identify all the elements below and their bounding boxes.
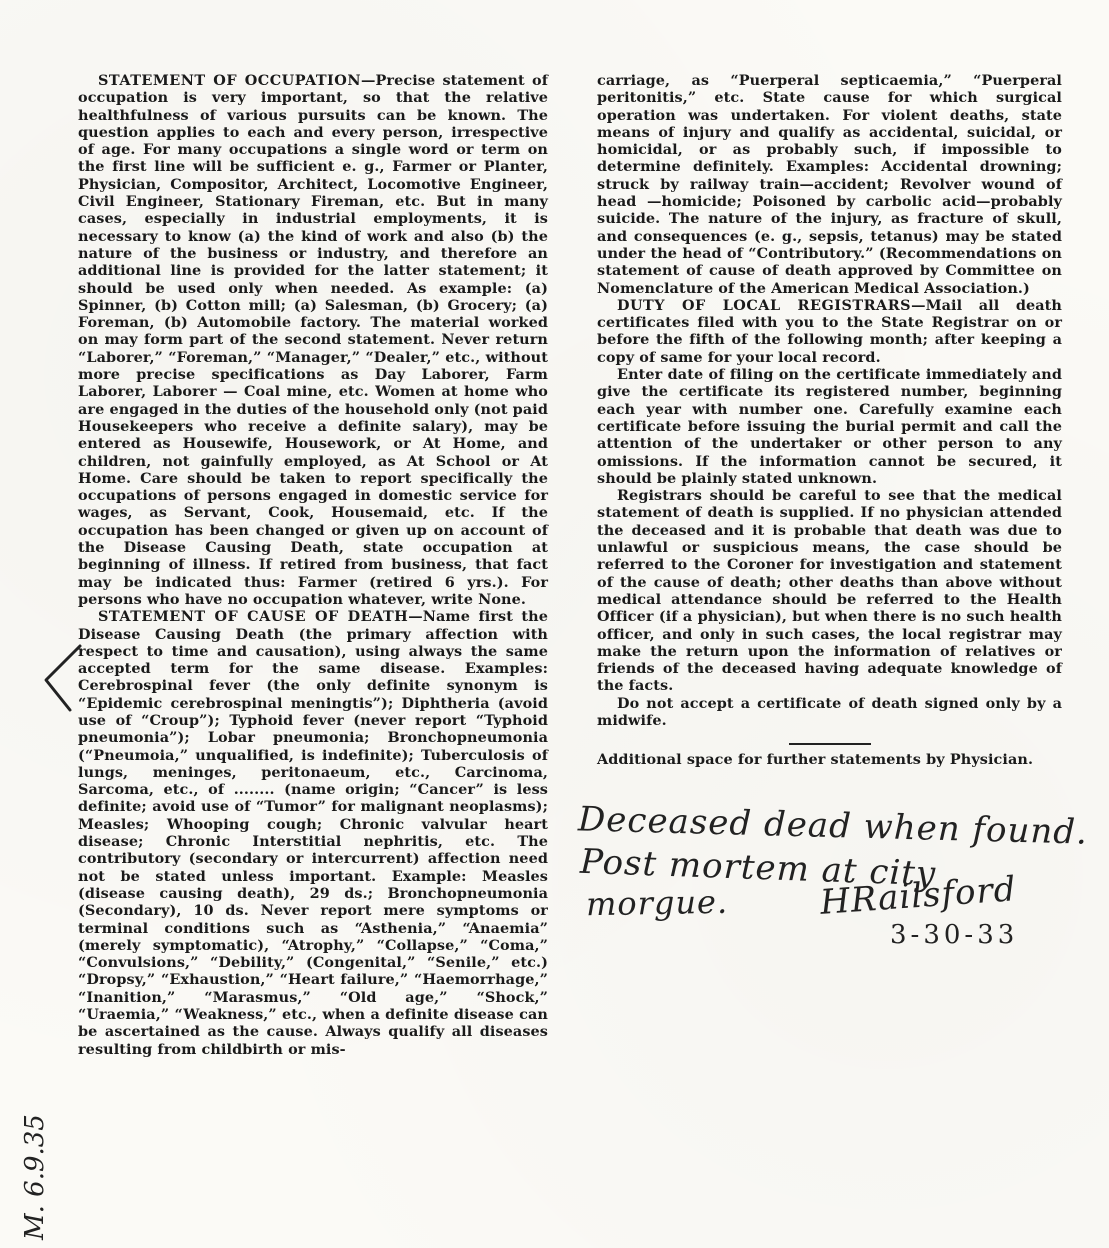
cause-of-death-continued: carriage, as “Puerperal septicaemia,” “Puerperal peritonitis,” etc. State cause for which surgical operation was undertaken. For violent deaths, state means of injury and qualify as accidental, suicidal, or homicidal, or as probably such, if impossible to determine definitely. Examples: Accidental drowning; struck by railway train—accident; Revolver wound of head —homicide; Poisoned by carbolic acid—probably suicide. The nature of the injury, as fracture of skull, and consequences (e. g., sepsis, tetanus) may be stated under the head of “Contributory.” (Recommendations on statement of cause of death approved by Committee on Nomenclature of the American Medical Association.) xyxy=(597,72,1062,297)
filing-paragraph: Enter date of filing on the certificate immediately and give the certificate its registered number, beginning each year with number one. Carefully examine each certificate before issuing the burial permit and call the attention of the undertaker or other person to any omissions. If the information cannot be secured, it should be plainly stated unknown. xyxy=(597,366,1062,487)
left-column xyxy=(78,72,548,1058)
occupation-heading: STATEMENT OF OCCUPATION xyxy=(98,72,361,89)
handwritten-date: 3-30-33 xyxy=(890,920,1019,950)
handwritten-line-1: Deceased dead when found. xyxy=(577,799,1089,853)
occupation-paragraph xyxy=(78,72,548,608)
cause-of-death-heading: STATEMENT OF CAUSE OF DEATH xyxy=(98,608,409,626)
margin-note: M. 6.9.35 xyxy=(20,1114,50,1240)
registrars-duty-text: —Mail all death certificates filed with you to the State Registrar on or before the fifth of the following month; after keeping a copy of same for your local record. xyxy=(597,296,1062,366)
handwritten-line-3: morgue. xyxy=(585,882,729,924)
registrars-duty-paragraph xyxy=(597,297,1062,366)
cause-of-death-text: —Name first the Disease Causing Death (the primary affection with respect to time and causation), using always the same accepted term for the same disease. Examples: Cerebrospinal fever (the only definite synonym is “Epidemic cerebrospinal meningtis”); Diphtheria (avoid use of “Croup”); Typhoid fever (never report “Typhoid pneumonia”); Lobar pneumonia; Bronchopneumonia (“Pneumoia,” unqualified, is indefinite); Tuberculosis of lungs, meninges, peritonaeum, etc., Carcinoma, Sarcoma, etc., of ........ (name origin; “Cancer” is less definite; avoid use of “Tumor” for malignant neoplasms); Measles; Whooping cough; Chronic valvular heart disease; Chronic Interstitial nephritis, etc. The contributory (secondary or intercurrent) affection need not be stated unless important. Example: Measles (disease causing death), 29 ds.; Bronchopneumonia (Secondary), 10 ds. Never report mere symptoms or terminal conditions such as “Asthenia,” “Anaemia” (merely symptomatic), “Atrophy,” “Collapse,” “Coma,” “Convulsions,” “Debility,” (Congenital,” “Senile,” etc.) “Dropsy,” “Exhaustion,” “Heart failure,” “Haemorrhage,” “Inanition,” “Marasmus,” “Old age,” “Shock,” “Uraemia,” “Weakness,” etc., when a definite disease can be ascertained as the cause. Always qualify all diseases resulting from childbirth or mis- xyxy=(78,608,548,1058)
handwritten-line-2: Post mortem at city xyxy=(579,841,937,895)
medical-statement-paragraph: Registrars should be careful to see that the medical statement of death is supplied. If no physician attended the deceased and it is probable that death was due to unlawful or suspicious means, the case should be referred to the Coroner for investigation and statement of the cause of death; other deaths than above without medical attendance should be referred to the Health Officer (if a physician), but when there is no such health officer, and only in such cases, the local registrar may make the return upon the information of relatives or friends of the deceased having adequate knowledge of the facts. xyxy=(597,487,1062,695)
check-mark-icon xyxy=(40,640,110,720)
midwife-paragraph: Do not accept a certificate of death signed only by a midwife. xyxy=(597,694,1062,729)
right-column xyxy=(597,72,1062,769)
occupation-text: —Precise statement of occupation is very important, so that the relative healthfulness of various pursuits can be known. The question applies to each and every person, irrespective of age. For many occupations a single word or term on the first line will be sufficient e. g., Farmer or Planter, Physician, Compositor, Architect, Locomotive Engineer, Civil Engineer, Stationary Fireman, etc. But in many cases, especially in industrial employments, it is necessary to know (a) the kind of work and also (b) the nature of the business or industry, and therefore an additional line is provided for the latter statement; it should be used only when needed. As example: (a) Spinner, (b) Cotton mill; (a) Salesman, (b) Grocery; (a) Foreman, (b) Automobile factory. The material worked on may form part of the second statement. Never return “Laborer,” “Foreman,” “Manager,” “Dealer,” etc., without more precise specifications as Day Laborer, Farm Laborer, Laborer — Coal mine, etc. Women at home who are engaged in the duties of the household only (not paid Housekeepers who receive a definite salary), may be entered as Housewife, Housework, or At Home, and children, not gainfully employed, as At School or At Home. Care should be taken to report specifically the occupations of persons engaged in domestic service for wages, as Servant, Cook, Housemaid, etc. If the occupation has been changed or given up on account of the Disease Causing Death, state occupation at beginning of illness. If retired from business, that fact may be indicated thus: Farmer (retired 6 yrs.). For persons who have no occupation whatever, write None. xyxy=(78,72,548,608)
section-divider xyxy=(789,743,871,745)
cause-of-death-paragraph xyxy=(78,608,548,1058)
physician-signature: HRailsford xyxy=(818,869,1018,923)
additional-space-label: Additional space for further statements by Physician. xyxy=(597,751,1034,769)
registrars-duty-heading: DUTY OF LOCAL REGISTRARS xyxy=(617,296,912,314)
